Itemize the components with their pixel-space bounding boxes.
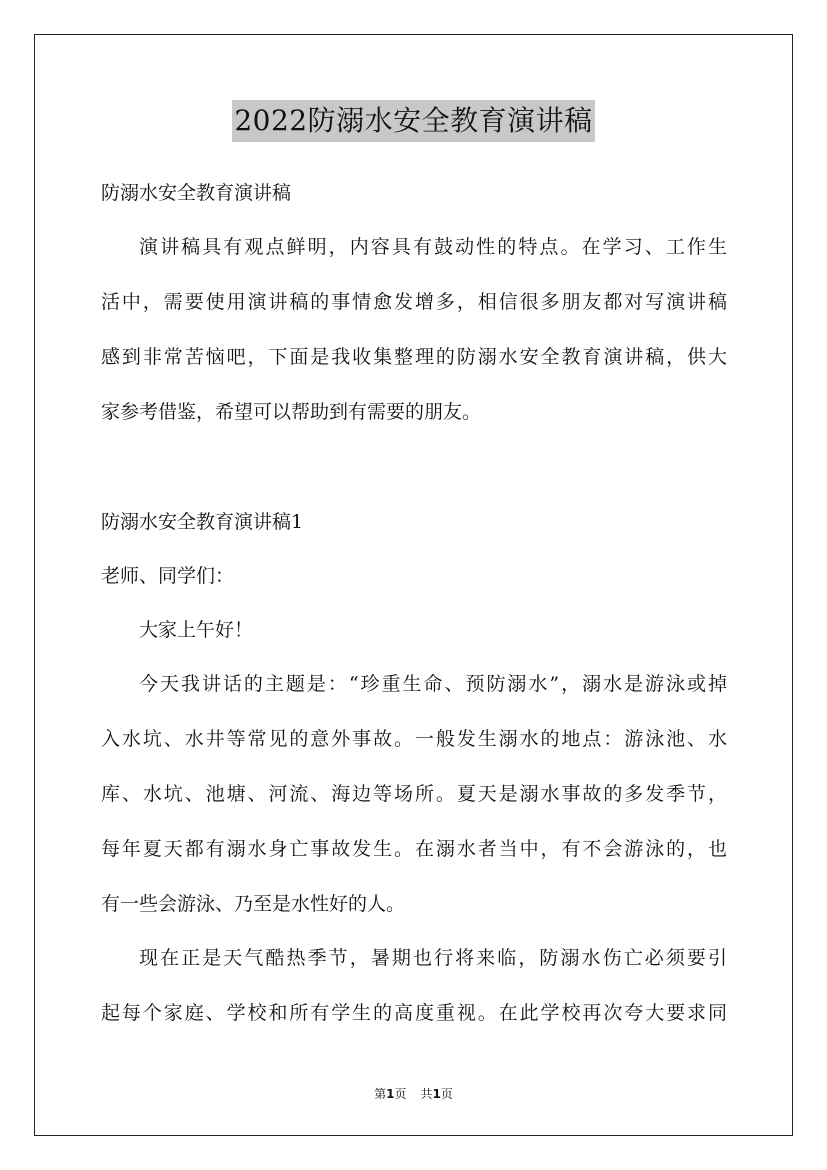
page-prefix: 第 — [374, 1087, 387, 1101]
intro-paragraph — [101, 229, 727, 430]
salutation: 老师、同学们： — [101, 565, 235, 587]
para1-line: 入水坑、水井等常见的意外事故。一般发生溺水的地点：游泳池、水 — [101, 728, 727, 750]
intro-line: 感到非常苦恼吧，下面是我收集整理的防溺水安全教育演讲稿，供大 — [101, 346, 727, 368]
para1-line: 今天我讲话的主题是：“珍重生命、预防溺水”，溺水是游泳或掉 — [139, 673, 727, 695]
para1-line: 库、水坑、池塘、河流、海边等场所。夏天是溺水事故的多发季节， — [101, 783, 727, 805]
page-number: 1 — [386, 1087, 395, 1101]
intro-line: 家参考借鉴，希望可以帮助到有需要的朋友。 — [101, 401, 482, 423]
section-title: 防溺水安全教育演讲稿1 — [101, 511, 304, 533]
body-paragraph-2 — [101, 940, 727, 1031]
document-title: 2022防溺水安全教育演讲稿 — [232, 100, 594, 142]
page-footer — [0, 1085, 827, 1102]
para2-line: 现在正是天气酷热季节，暑期也行将来临，防溺水伤亡必须要引 — [139, 947, 727, 969]
para1-line: 每年夏天都有溺水身亡事故发生。在溺水者当中，有不会游泳的，也 — [101, 838, 727, 860]
intro-line: 演讲稿具有观点鲜明，内容具有鼓动性的特点。在学习、工作生 — [139, 236, 727, 258]
body-paragraph-1 — [101, 666, 727, 922]
page-suffix: 页 — [394, 1087, 407, 1101]
total-pages: 1 — [432, 1087, 441, 1101]
para1-line: 有一些会游泳、乃至是水性好的人。 — [101, 893, 406, 915]
document-body — [101, 175, 727, 1031]
title-wrap — [0, 100, 827, 142]
document-heading: 防溺水安全教育演讲稿 — [101, 182, 292, 204]
total-prefix: 共 — [420, 1087, 433, 1101]
intro-line: 活中，需要使用演讲稿的事情愈发增多，相信很多朋友都对写演讲稿 — [101, 291, 727, 313]
greeting: 大家上午好！ — [139, 619, 254, 641]
para2-line: 起每个家庭、学校和所有学生的高度重视。在此学校再次夸大要求同 — [101, 1002, 727, 1024]
total-suffix: 页 — [440, 1087, 453, 1101]
